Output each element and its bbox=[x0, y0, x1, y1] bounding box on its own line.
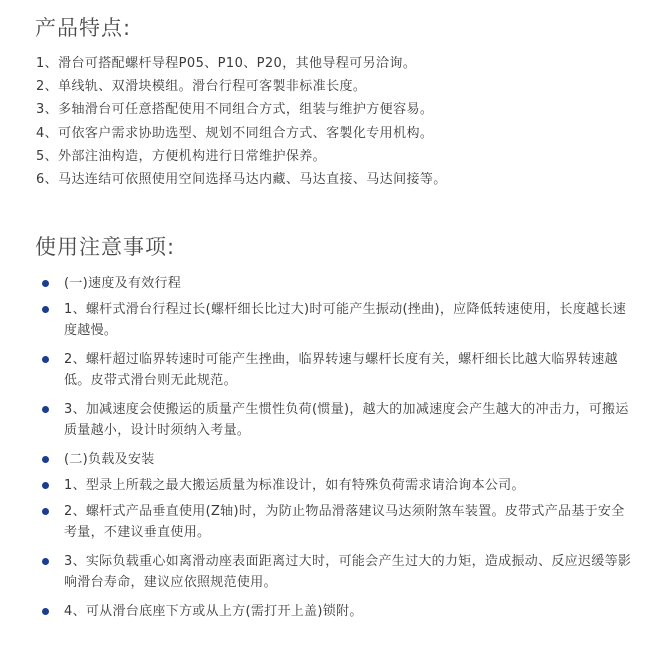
bullet-icon bbox=[42, 306, 49, 313]
notes-item-text: (二)负载及安装 bbox=[64, 452, 155, 467]
bullet-icon bbox=[42, 356, 49, 363]
notes-item bbox=[42, 399, 632, 441]
notes-heading: 使用注意事项: bbox=[35, 235, 176, 259]
notes-item bbox=[42, 551, 632, 593]
notes-item-text: 3、加减速度会使搬运的质量产生惯性负荷(惯量)，越大的加减速度会产生越大的冲击力，可搬运质量越小，设计时须纳入考量。 bbox=[64, 402, 629, 438]
notes-item bbox=[42, 475, 632, 496]
bullet-icon bbox=[42, 482, 49, 489]
notes-item-text: 2、螺杆式产品垂直使用(Z轴)时，为防止物品滑落建议马达须附煞车装置。皮带式产品基于安全考量，不建议垂直使用。 bbox=[64, 504, 625, 540]
feature-item: 1、滑台可搭配螺杆导程P05、P10、P20，其他导程可另洽询。 bbox=[36, 56, 417, 71]
notes-item bbox=[42, 349, 632, 391]
bullet-icon bbox=[42, 608, 49, 615]
notes-item-text: 4、可从滑台底座下方或从上方(需打开上盖)锁附。 bbox=[64, 604, 363, 619]
bullet-icon bbox=[42, 406, 49, 413]
notes-item-text: 3、实际负载重心如离滑动座表面距离过大时，可能会产生过大的力矩，造成振动、反应迟缓等影响滑台寿命，建议应依照规范使用。 bbox=[64, 554, 632, 590]
notes-list bbox=[42, 273, 632, 622]
notes-item bbox=[42, 299, 632, 341]
feature-item: 3、多轴滑台可任意搭配使用不同组合方式，组装与维护方便容易。 bbox=[36, 102, 434, 118]
notes-item bbox=[42, 501, 632, 543]
bullet-icon bbox=[42, 280, 49, 287]
notes-item-text: 1、螺杆式滑台行程过长(螺杆细长比过大)时可能产生振动(挫曲)，应降低转速使用，长度越长速度越慢。 bbox=[64, 302, 627, 338]
feature-item: 5、外部注油构造，方便机构进行日常维护保养。 bbox=[36, 148, 327, 164]
notes-item-text: 1、型录上所载之最大搬运质量为标准设计，如有特殊负荷需求请洽询本公司。 bbox=[64, 478, 525, 493]
bullet-icon bbox=[42, 508, 49, 515]
notes-item bbox=[42, 449, 632, 470]
feature-item: 4、可依客户需求协助选型、规划不同组合方式、客製化专用机构。 bbox=[36, 125, 434, 141]
notes-item-text: (一)速度及有效行程 bbox=[64, 276, 182, 291]
features-heading: 产品特点: bbox=[35, 16, 132, 40]
bullet-icon bbox=[42, 456, 49, 463]
notes-item-text: 2、螺杆超过临界转速时可能产生挫曲，临界转速与螺杆长度有关，螺杆细长比越大临界转速越低。皮带式滑台则无此规范。 bbox=[64, 352, 618, 388]
notes-item bbox=[42, 601, 632, 622]
bullet-icon bbox=[42, 558, 49, 565]
feature-item: 2、单线轨、双滑块模组。滑台行程可客製非标准长度。 bbox=[36, 79, 367, 95]
feature-item: 6、马达连结可依照使用空间选择马达内藏、马达直接、马达间接等。 bbox=[36, 172, 447, 188]
notes-item bbox=[42, 273, 632, 294]
features-list bbox=[36, 52, 447, 191]
